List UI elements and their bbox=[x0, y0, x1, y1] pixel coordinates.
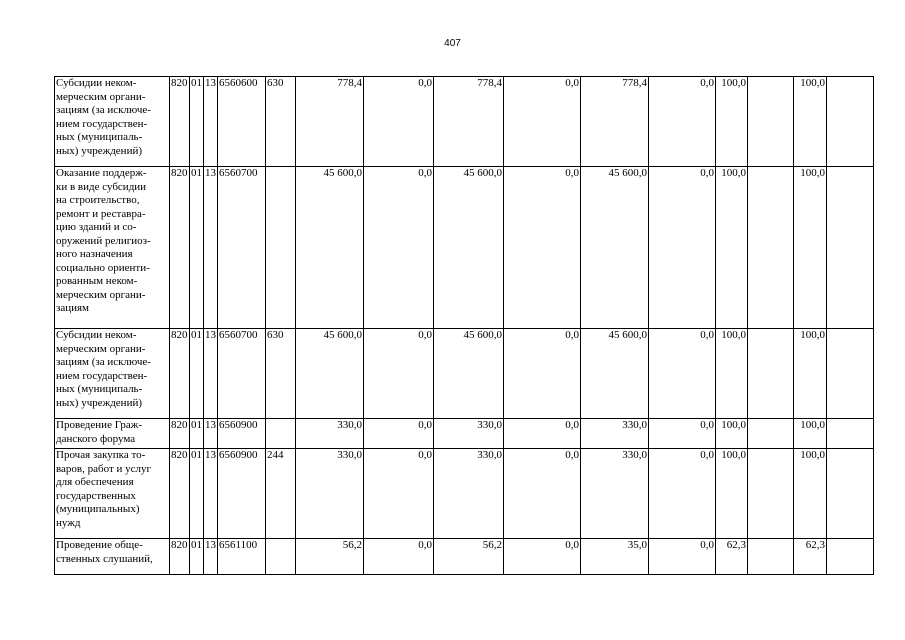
value-1: 330,0 bbox=[296, 449, 364, 539]
ministry-code: 820 bbox=[170, 167, 190, 329]
value-1: 778,4 bbox=[296, 77, 364, 167]
empty-cell bbox=[748, 449, 794, 539]
percent-1: 100,0 bbox=[716, 167, 748, 329]
table-row bbox=[55, 539, 874, 575]
row-name: Проведение обще- ственных слушаний, bbox=[55, 539, 170, 575]
value-6: 0,0 bbox=[649, 539, 716, 575]
value-3: 330,0 bbox=[434, 449, 504, 539]
value-5: 45 600,0 bbox=[581, 167, 649, 329]
subsection-code: 13 bbox=[204, 329, 218, 419]
row-name: Проведение Граж- данского форума bbox=[55, 419, 170, 449]
value-6: 0,0 bbox=[649, 167, 716, 329]
row-name: Субсидии неком- мерческим органи- зациям (за исключе- нием государствен- ных (муниципаль- ных) учреждений) bbox=[55, 77, 170, 167]
empty-cell bbox=[827, 77, 874, 167]
expense-type-code bbox=[266, 167, 296, 329]
value-4: 0,0 bbox=[504, 449, 581, 539]
value-5: 778,4 bbox=[581, 77, 649, 167]
percent-1: 100,0 bbox=[716, 419, 748, 449]
subsection-code: 13 bbox=[204, 449, 218, 539]
value-2: 0,0 bbox=[364, 77, 434, 167]
value-6: 0,0 bbox=[649, 329, 716, 419]
value-5: 330,0 bbox=[581, 449, 649, 539]
subsection-code: 13 bbox=[204, 167, 218, 329]
percent-2: 62,3 bbox=[794, 539, 827, 575]
section-code: 01 bbox=[190, 419, 204, 449]
section-code: 01 bbox=[190, 539, 204, 575]
value-3: 56,2 bbox=[434, 539, 504, 575]
target-code: 6560900 bbox=[218, 419, 266, 449]
value-6: 0,0 bbox=[649, 419, 716, 449]
value-5: 45 600,0 bbox=[581, 329, 649, 419]
value-2: 0,0 bbox=[364, 167, 434, 329]
target-code: 6560600 bbox=[218, 77, 266, 167]
row-name: Прочая закупка то- варов, работ и услуг для обеспечения государственных (муниципальных) нужд bbox=[55, 449, 170, 539]
value-4: 0,0 bbox=[504, 329, 581, 419]
value-3: 45 600,0 bbox=[434, 167, 504, 329]
value-1: 56,2 bbox=[296, 539, 364, 575]
ministry-code: 820 bbox=[170, 449, 190, 539]
budget-table bbox=[54, 76, 874, 575]
percent-2: 100,0 bbox=[794, 77, 827, 167]
empty-cell bbox=[748, 167, 794, 329]
expense-type-code bbox=[266, 419, 296, 449]
ministry-code: 820 bbox=[170, 77, 190, 167]
value-4: 0,0 bbox=[504, 77, 581, 167]
page-number: 407 bbox=[444, 38, 461, 49]
empty-cell bbox=[748, 539, 794, 575]
empty-cell bbox=[748, 419, 794, 449]
target-code: 6561100 bbox=[218, 539, 266, 575]
value-3: 778,4 bbox=[434, 77, 504, 167]
empty-cell bbox=[827, 449, 874, 539]
value-2: 0,0 bbox=[364, 449, 434, 539]
expense-type-code: 630 bbox=[266, 77, 296, 167]
subsection-code: 13 bbox=[204, 419, 218, 449]
percent-2: 100,0 bbox=[794, 329, 827, 419]
value-5: 35,0 bbox=[581, 539, 649, 575]
value-3: 330,0 bbox=[434, 419, 504, 449]
table-row bbox=[55, 419, 874, 449]
section-code: 01 bbox=[190, 167, 204, 329]
empty-cell bbox=[748, 329, 794, 419]
value-1: 330,0 bbox=[296, 419, 364, 449]
section-code: 01 bbox=[190, 77, 204, 167]
percent-1: 100,0 bbox=[716, 77, 748, 167]
percent-2: 100,0 bbox=[794, 167, 827, 329]
expense-type-code: 630 bbox=[266, 329, 296, 419]
value-1: 45 600,0 bbox=[296, 329, 364, 419]
value-2: 0,0 bbox=[364, 329, 434, 419]
target-code: 6560900 bbox=[218, 449, 266, 539]
target-code: 6560700 bbox=[218, 167, 266, 329]
empty-cell bbox=[748, 77, 794, 167]
table-row bbox=[55, 449, 874, 539]
empty-cell bbox=[827, 539, 874, 575]
value-1: 45 600,0 bbox=[296, 167, 364, 329]
ministry-code: 820 bbox=[170, 539, 190, 575]
subsection-code: 13 bbox=[204, 539, 218, 575]
expense-type-code bbox=[266, 539, 296, 575]
value-3: 45 600,0 bbox=[434, 329, 504, 419]
value-5: 330,0 bbox=[581, 419, 649, 449]
row-name: Субсидии неком- мерческим органи- зациям (за исключе- нием государствен- ных (муниципаль- ных) учреждений) bbox=[55, 329, 170, 419]
expense-type-code: 244 bbox=[266, 449, 296, 539]
percent-1: 100,0 bbox=[716, 449, 748, 539]
table-body bbox=[55, 77, 874, 575]
table-row bbox=[55, 329, 874, 419]
value-4: 0,0 bbox=[504, 539, 581, 575]
value-6: 0,0 bbox=[649, 449, 716, 539]
ministry-code: 820 bbox=[170, 419, 190, 449]
section-code: 01 bbox=[190, 329, 204, 419]
section-code: 01 bbox=[190, 449, 204, 539]
subsection-code: 13 bbox=[204, 77, 218, 167]
value-6: 0,0 bbox=[649, 77, 716, 167]
table-row bbox=[55, 167, 874, 329]
target-code: 6560700 bbox=[218, 329, 266, 419]
value-4: 0,0 bbox=[504, 167, 581, 329]
percent-2: 100,0 bbox=[794, 419, 827, 449]
value-2: 0,0 bbox=[364, 419, 434, 449]
ministry-code: 820 bbox=[170, 329, 190, 419]
value-4: 0,0 bbox=[504, 419, 581, 449]
table-row bbox=[55, 77, 874, 167]
value-2: 0,0 bbox=[364, 539, 434, 575]
empty-cell bbox=[827, 329, 874, 419]
percent-2: 100,0 bbox=[794, 449, 827, 539]
empty-cell bbox=[827, 419, 874, 449]
percent-1: 62,3 bbox=[716, 539, 748, 575]
percent-1: 100,0 bbox=[716, 329, 748, 419]
row-name: Оказание поддерж- ки в виде субсидии на строительство, ремонт и реставра- цию зданий и со- оружений религиоз- ного назначения социально ориенти- рованным неком- мерческим органи- зациям bbox=[55, 167, 170, 329]
empty-cell bbox=[827, 167, 874, 329]
